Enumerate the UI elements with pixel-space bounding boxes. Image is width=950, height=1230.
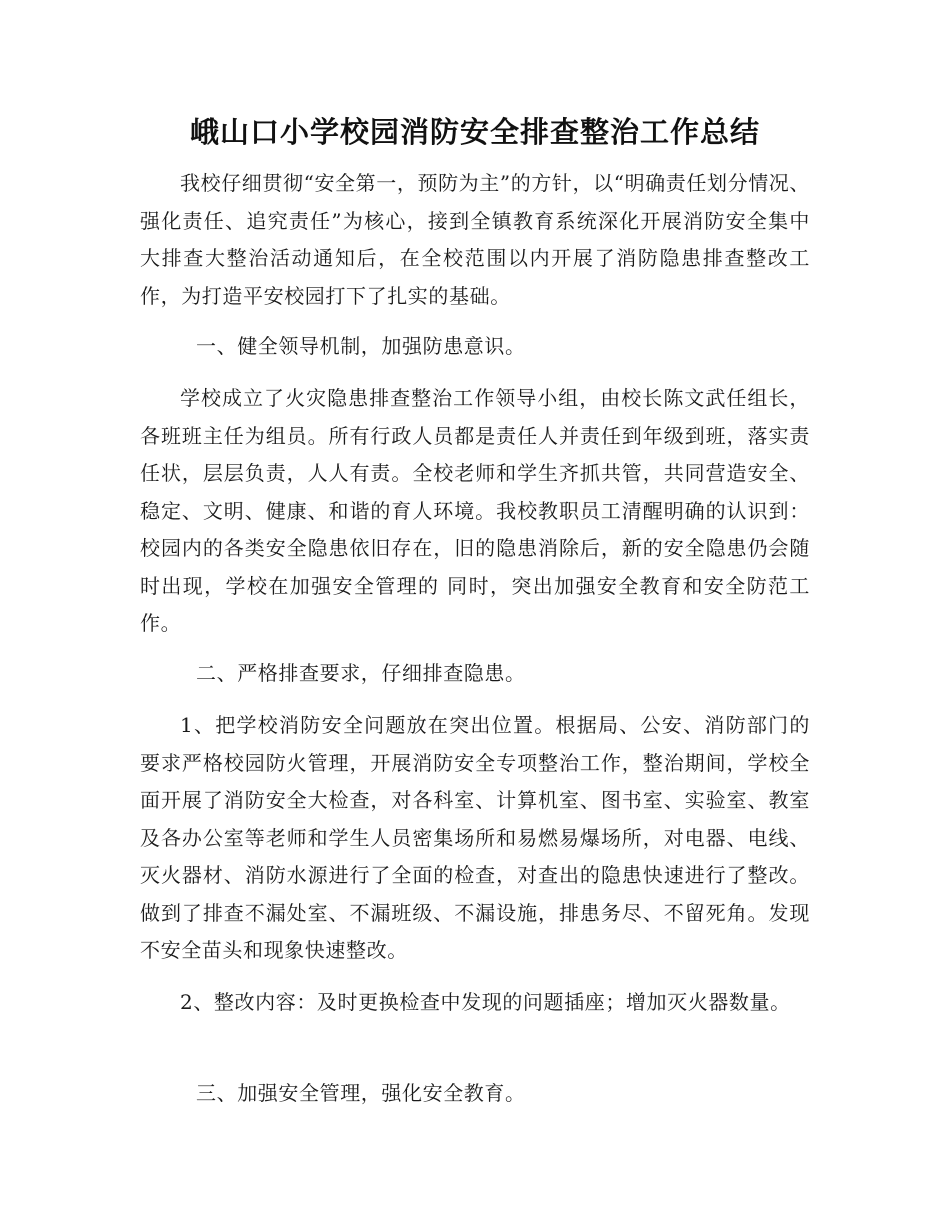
intro-paragraph: 我校仔细贯彻“安全第一，预防为主”的方针，以“明确责任划分情况、强化责任、追究责任”为核心，接到全镇教育系统深化开展消防安全集中大排查大整治活动通知后，在全校范围以内开展了消防隐患排查整改工作，为打造平安校园打下了扎实的基础。 xyxy=(140,171,810,308)
section-1-paragraph-1: 学校成立了火灾隐患排查整治工作领导小组，由校长陈文武任组长，各班班主任为组员。所有行政人员都是责任人并责任到年级到班，落实责任状，层层负责，人人有责。全校老师和学生齐抓共管，共同营造安全、稳定、文明、健康、和谐的育人环境。我校教职员工清醒明确的认识到：校园内的各类安全隐患依旧存在，旧的隐患消除后，新的安全隐患仍会随时出现，学校在加强安全管理的 同时，突出加强安全教育和安全防范工作。 xyxy=(140,386,810,635)
section-heading-3: 三、加强安全管理，强化安全教育。 xyxy=(196,1081,526,1105)
section-2-paragraph-2: 2、整改内容：及时更换检查中发现的问题插座；增加灭火器数量。 xyxy=(180,990,791,1014)
section-2-paragraph-1: 1、把学校消防安全问题放在突出位置。根据局、公安、消防部门的要求严格校园防火管理，开展消防安全专项整治工作，整治期间，学校全面开展了消防安全大检查，对各科室、计算机室、图书室、实验室、教室及各办公室等老师和学生人员密集场所和易燃易爆场所，对电器、电线、灭火器材、消防水源进行了全面的检查，对查出的隐患快速进行了整改。做到了排查不漏处室、不漏班级、不漏设施，排患务尽、不留死角。发现不安全苗头和现象快速整改。 xyxy=(140,713,810,962)
section-heading-1: 一、健全领导机制，加强防患意识。 xyxy=(196,334,526,358)
section-heading-2: 二、严格排查要求，仔细排查隐患。 xyxy=(196,661,526,685)
document-title: 峨山口小学校园消防安全排查整治工作总结 xyxy=(189,115,760,149)
